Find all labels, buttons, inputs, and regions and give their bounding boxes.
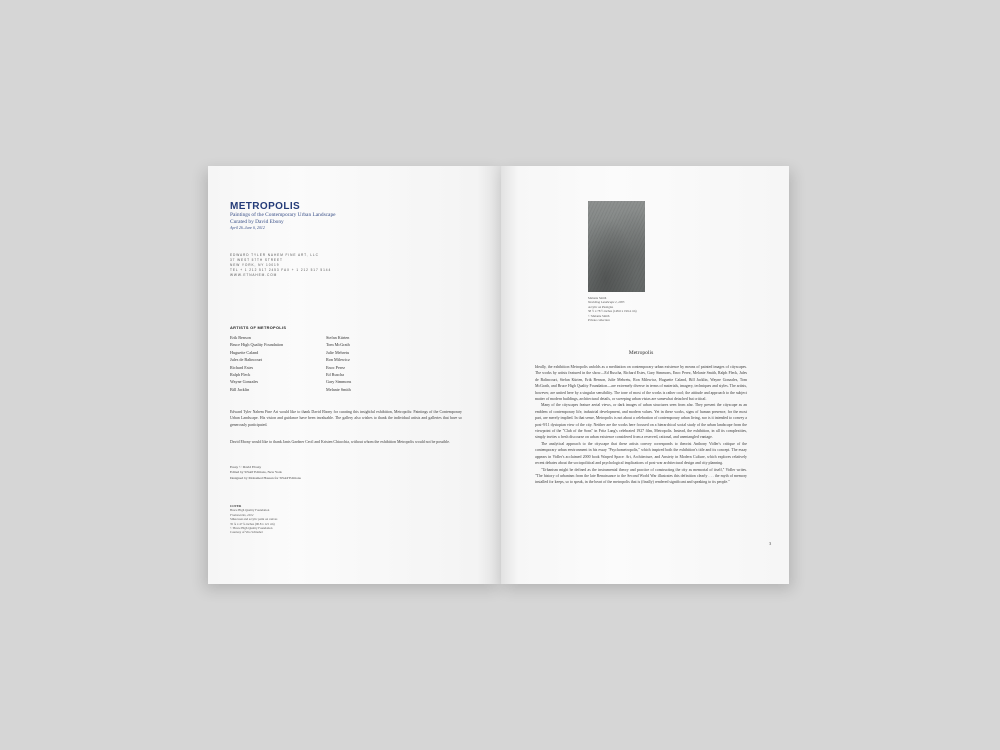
- gallery-address-block: [230, 253, 331, 278]
- exhibition-dates: April 26–June 6, 2012: [230, 226, 265, 230]
- artists-heading: ARTISTS OF METROPOLIS: [230, 325, 287, 330]
- caption-line: © Melanie Smith: [588, 313, 610, 318]
- essay-paragraph: Ideally, the exhibition Metropolis unfolds as a meditation on contemporary urban existence by means of painted images of cityscapes. The works by artists featured in the show—Ed Ruscha, Richard Estes, Gary Simmons, Enoc Perez, Melanie Smith, Ralph Fleck, Jules de Balincourt, Stefan Kürten, Erik Benson, Julie Mehretu, Ron Milewicz, Huguette Caland, Bill Jacklin, Wayne Gonzales, Tom McGrath, and Bruce High Quality Foundation—are extremely diverse in terms of materials, imagery, techniques and styles. The artists, however, are united here by a singular sensibility. The tone of most of the works is rather cool; the attitude and approach to the subject matter of modern buildings, architectural details, or sweeping urban vistas are somewhat detached but critical.: [535, 365, 747, 402]
- acknowledgements-paragraph-1: Edward Tyler Nahem Fine Art would like to thank David Ebony for curating this insightful exhibition, Metropolis: Paintings of the Contemporary Urban Landscape. His vision and guidance have been invaluable. The gallery also wishes to thank the individual artists and galleries that have so generously participated.: [230, 410, 462, 427]
- gallery-website: WWW.ETNAHEM.COM: [230, 273, 278, 277]
- caption-line: Acrylic on Plexiglas: [588, 304, 614, 309]
- artist-name: Enoc Perez: [326, 364, 345, 370]
- gallery-city: NEW YORK, NY 10019: [230, 263, 280, 267]
- artist-name: Richard Estes: [230, 364, 254, 370]
- catalog-title: METROPOLIS: [230, 201, 301, 212]
- left-page: [208, 166, 501, 584]
- artists-list-col1: [230, 334, 283, 393]
- cover-line: Courtesy of Vito Schnabel: [230, 530, 263, 535]
- artist-name: Tom McGrath: [326, 342, 350, 348]
- caption-line: Melanie Smith: [588, 296, 607, 300]
- catalog-subtitle: Paintings of the Contemporary Urban Landscape: [230, 212, 336, 218]
- caption-line: 58 ½ x 78 ½ inches (148.6 x 199.4 cm): [588, 309, 637, 314]
- artist-name: Melanie Smith: [326, 386, 351, 392]
- essay-paragraph: The analytical approach to the cityscape that these artists convey corresponds to theorist Anthony Vidler's critique of the contemporary urban environment in his essay "Psychometropolis," which inspired both the exhibition's title and its concept. The essay appears in Vidler's acclaimed 2000 book Warped Space: Art, Architecture, and Anxiety in Modern Culture, which explores relatively recent debates about the sociopolitical and psychological implications of post-war architectural design and city planning.: [535, 441, 747, 466]
- cover-credit-block: [230, 504, 277, 535]
- cover-line: © Bruce High Quality Foundation: [230, 526, 273, 531]
- gallery-street: 37 WEST 57TH STREET: [230, 258, 283, 262]
- image-caption: [588, 296, 637, 322]
- artist-name: Jules de Balincourt: [230, 357, 263, 363]
- curator-line: Curated by David Ebony: [230, 219, 284, 225]
- artwork-image: [588, 201, 645, 292]
- artist-name: Julie Mehretu: [326, 349, 350, 355]
- essay-title: Metropolis: [628, 350, 654, 356]
- page-number: 3: [769, 541, 772, 546]
- gallery-phone: TEL + 1 212 517 2453 FAX + 1 212 517 5144: [230, 268, 332, 272]
- credits-block: [230, 465, 301, 481]
- artist-name: Ed Ruscha: [326, 372, 345, 378]
- artists-list-col2: [326, 334, 351, 393]
- cover-line: Frameworks, 2012: [230, 512, 254, 517]
- acknowledgements-paragraph-2: David Ebony would like to thank Janis Gardner Cecil and Kristen Chiacchia, without whom the exhibition Metropolis would not be possible.: [230, 440, 451, 444]
- artist-name: Wayne Gonzales: [230, 379, 259, 385]
- credit-line: Edited by SNAP Editions, New York: [230, 470, 282, 475]
- artist-name: Ralph Fleck: [230, 372, 251, 378]
- gallery-name: EDWARD TYLER NAHEM FINE ART, LLC: [230, 253, 319, 257]
- credit-line: Designed by Mohamed Hassan for SNAP Editions: [230, 475, 301, 480]
- artist-name: Stefan Kürten: [326, 335, 350, 340]
- caption-line: Vanishing Landscape 2, 2005: [588, 300, 625, 305]
- artist-name: Bill Jacklin: [230, 386, 250, 392]
- cover-line: Silkscreen and acrylic paint on canvas: [230, 517, 278, 522]
- essay-paragraph: "Urbanism might be defined as the instrumental theory and practice of constructing the city as memorial of itself," Vidler writes. "The history of urbanism from the late Renaissance to the Second World War illustrates this definition clearly . . . the myth of memory installed for keeps, so to speak, in the heart of the metropolis that is (finally) rendered significant and speaking to its people.": [535, 467, 747, 485]
- artist-name: Erik Benson: [230, 335, 251, 340]
- cover-line: 35 ¾ x 47 ¾ inches (90.8 x 121 cm): [230, 521, 275, 526]
- essay-text: [535, 364, 747, 486]
- artist-name: Bruce High Quality Foundation: [230, 342, 284, 348]
- artist-name: Ron Milewicz: [326, 357, 350, 363]
- artist-name: Huguette Caland: [230, 349, 259, 355]
- artist-name: Gary Simmons: [326, 379, 352, 385]
- cover-heading: COVER: [230, 504, 242, 508]
- caption-line: Private collection: [588, 318, 610, 323]
- essay-paragraph: Many of the cityscapes feature aerial views, or dark images of urban structures seen from afar. They present the cityscape as an emblem of contemporary life, industrial development, and modern values. Yet in these works, signs of human presence, for the most part, are merely implied. In that sense, Metropolis is not about a celebration of contemporary urban living, nor is it intended to convey a post-9/11 dystopian view of the city. Neither are the works here focused on a hierarchical social study of the urban landscape from the viewpoint of the "Club of the Sons" in Fritz Lang's celebrated 1927 film, Metropolis. Instead, the exhibition, in all its complexities, simply invites a fresh discourse on urban existence considered from a reserved, rational, and unentangled vantage.: [535, 403, 747, 440]
- cover-line: Bruce High Quality Foundation: [230, 508, 270, 513]
- credit-line: Essay © David Ebony: [230, 465, 262, 469]
